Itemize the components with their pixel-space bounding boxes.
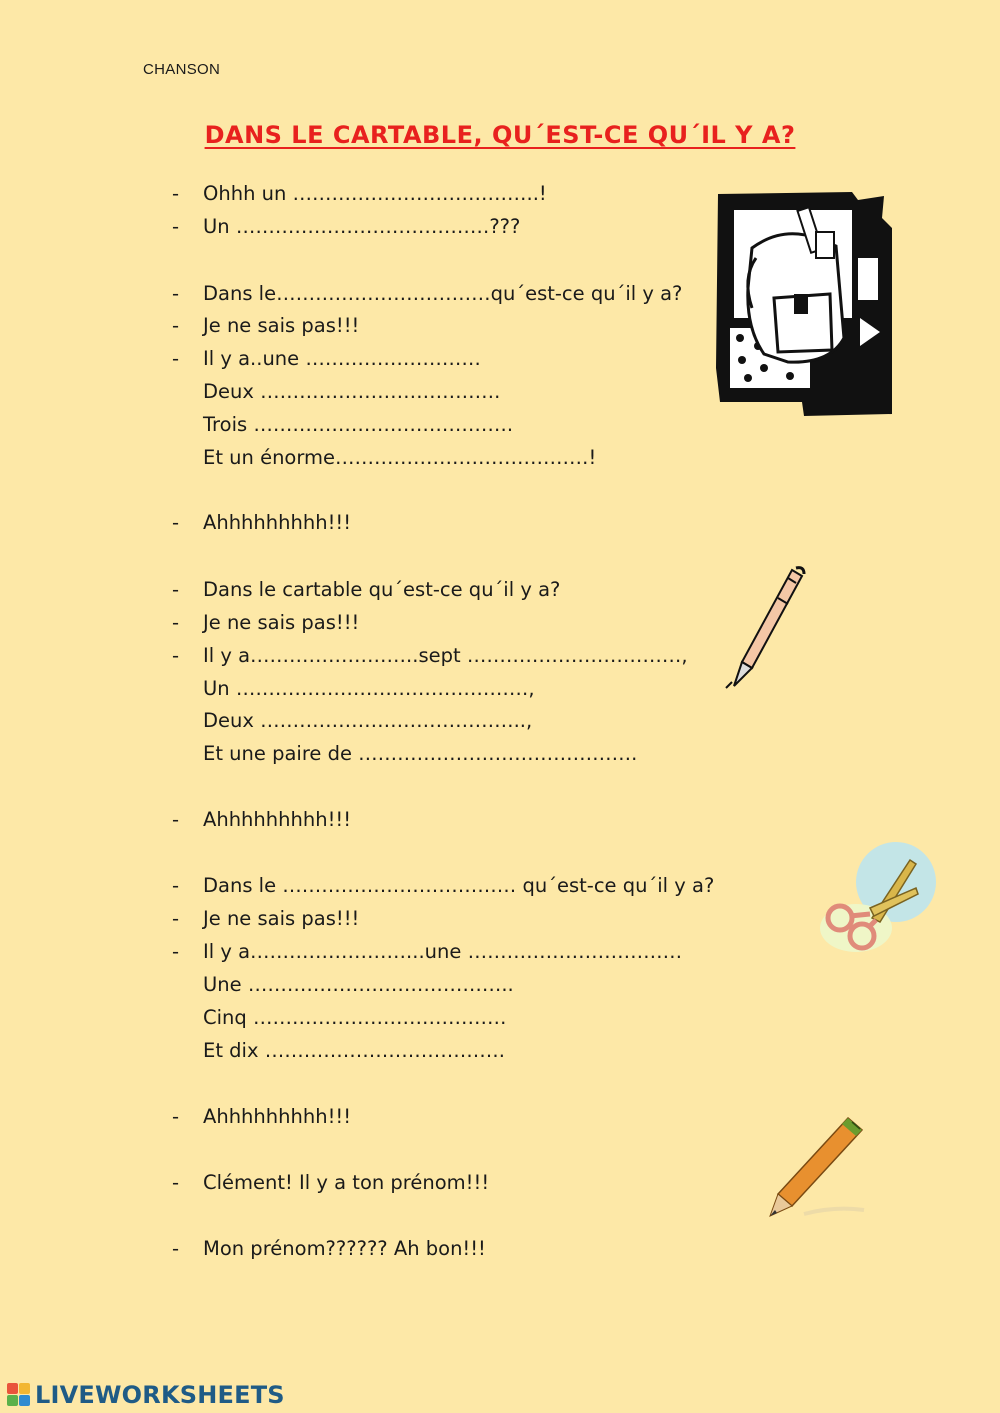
backpack-icon bbox=[712, 188, 896, 420]
lyric-line: - Ahhhhhhhhh!!! bbox=[172, 1105, 352, 1128]
lyric-line: - Ahhhhhhhhh!!! bbox=[172, 511, 352, 534]
lyric-line: Trois …………………………………. bbox=[203, 413, 514, 436]
lyric-line: Deux ………………………………. bbox=[203, 380, 501, 403]
pencil-icon bbox=[764, 1114, 868, 1222]
lyric-line: Deux ………………………………….., bbox=[203, 709, 533, 732]
lyric-line: Cinq ………………………………… bbox=[203, 1006, 507, 1029]
pen-icon bbox=[718, 564, 810, 692]
lyric-line: - Je ne sais pas!!! bbox=[172, 907, 360, 930]
lyric-line: - Je ne sais pas!!! bbox=[172, 611, 360, 634]
lyric-line: Un ………………………………………, bbox=[203, 677, 535, 700]
lyric-line: - Un …………………………………??? bbox=[172, 215, 521, 238]
lyric-line: Une ………………………………….. bbox=[203, 973, 514, 996]
lyric-line: - Dans le cartable qu´est-ce qu´il y a? bbox=[172, 578, 561, 601]
section-label: CHANSON bbox=[143, 61, 221, 78]
lyric-line: Et dix ………………………………. bbox=[203, 1039, 505, 1062]
lyric-line: Et un énorme…………………………………! bbox=[203, 446, 597, 469]
lyric-line: - Ohhh un ………………………………..! bbox=[172, 182, 547, 205]
lyric-line: - Je ne sais pas!!! bbox=[172, 314, 360, 337]
footer-brand bbox=[7, 1380, 285, 1410]
liveworksheets-logo-icon bbox=[7, 1383, 31, 1407]
lyric-line: - Il y a……………………..sept ……………………………, bbox=[172, 644, 688, 667]
lyric-line: - Dans le……………………………qu´est-ce qu´il y a? bbox=[172, 282, 683, 305]
lyric-line: - Il y a..une ……………………… bbox=[172, 347, 481, 370]
lyric-line: - Clément! Il y a ton prénom!!! bbox=[172, 1171, 490, 1194]
lyric-line: - Dans le ……………………………… qu´est-ce qu´il y a? bbox=[172, 874, 715, 897]
lyric-line: - Ahhhhhhhhh!!! bbox=[172, 808, 352, 831]
lyric-line: Et une paire de ……………………………………. bbox=[203, 742, 638, 765]
footer-brand-text: LIVEWORKSHEETS bbox=[35, 1381, 285, 1409]
scissors-icon bbox=[812, 838, 936, 956]
lyric-line: - Mon prénom?????? Ah bon!!! bbox=[172, 1237, 486, 1260]
lyric-line: - Il y a……………………...une …………………………… bbox=[172, 940, 683, 963]
page-title: DANS LE CARTABLE, QU´EST-CE QU´IL Y A? bbox=[204, 121, 796, 149]
